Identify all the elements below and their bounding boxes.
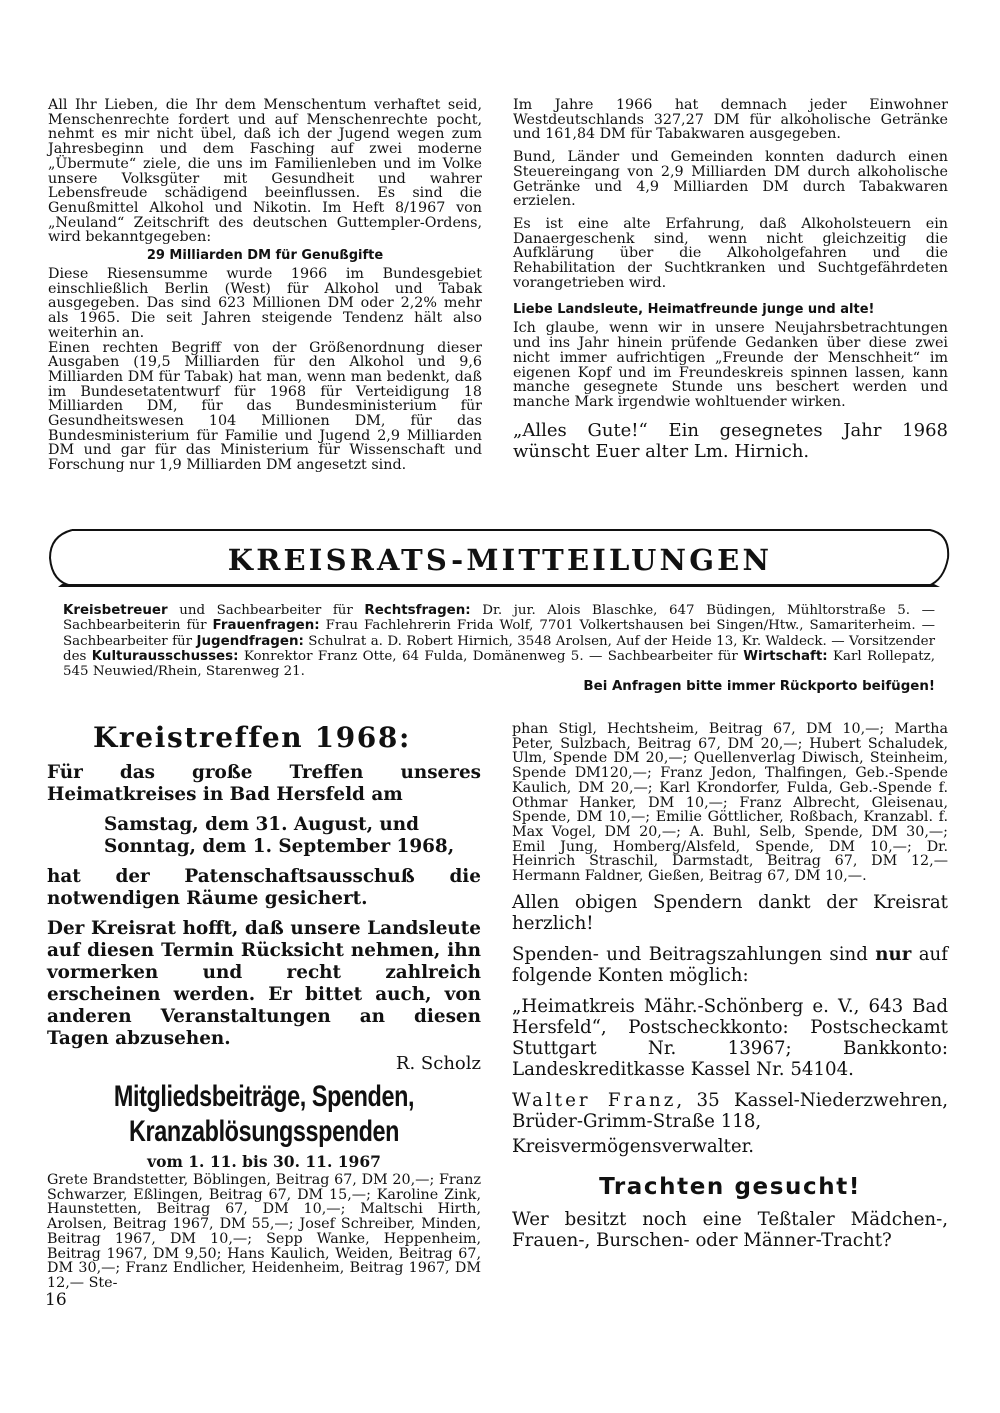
konten-pre: Spenden- und Beitragszahlungen sind: [512, 943, 876, 965]
contacts-t2: Dr. jur. Alois Blaschke, 647 Büdingen, Mühltorstraße 5. — Sachbearbeiterin für: [63, 603, 935, 634]
paragraph-steuereingang: Bund, Länder und Gemeinden konnten dadurch einen Steuereingang von 2,9 Milliarden DM durch alkoholische Getränke und 4,9 Milliarden DM durch Tabakwaren erzielen.: [513, 149, 948, 210]
walter-address: , 35 Kassel-Niederzwehren, Brüder-Grimm-Straße 118,: [512, 1089, 948, 1132]
greeting: „Alles Gute!“ Ein gesegnetes Jahr 1968 wünscht Euer alter Lm. Hirnich.: [513, 419, 948, 462]
bottom-right-column: [512, 722, 948, 1251]
label-kreisbetreuer: Kreisbetreuer: [63, 603, 168, 618]
label-wirtschaft: Wirtschaft:: [743, 648, 828, 664]
label-kulturausschuss: Kulturausschusses:: [91, 648, 239, 664]
article-continuation: [513, 98, 948, 462]
page-number: 16: [45, 1290, 67, 1310]
date-line-1: Samstag, dem 31. August, und: [104, 814, 420, 835]
paragraph-einwohner: Im Jahre 1966 hat demnach jeder Einwohner Westdeutschlands 327,27 DM für alkoholische Getränke und 161,84 DM für Tabakwaren ausgegeben.: [513, 97, 948, 143]
bottom-left-column: [47, 722, 481, 1291]
kreistreffen-heading: Kreistreffen 1968:: [93, 721, 411, 754]
beitraege-period: vom 1. 11. bis 30. 11. 1967: [147, 1152, 381, 1171]
date-line-2: Sonntag, dem 1. September 1968,: [104, 836, 455, 857]
article-genussgifte: [48, 98, 482, 473]
contacts-t5: Konrektor Franz Otte, 64 Fulda, Domänenweg 5. — Sachbearbeiter für: [238, 648, 744, 664]
beitraege-heading-line2: Kranzablösungsspenden: [128, 1115, 400, 1148]
contacts-block: [63, 603, 935, 695]
signature-scholz: R. Scholz: [395, 1053, 481, 1074]
kreistreffen-appeal: Der Kreisrat hofft, daß unsere Landsleute auf diesen Termin Rücksicht nehmen, ihn vormerken und recht zahlreich erscheinen werden. Er bittet auch, von anderen Veranstaltungen an diesen Tagen abzusehen.: [47, 918, 481, 1049]
trachten-text: Wer besitzt noch eine Teßtaler Mädchen-, Frauen-, Burschen- oder Männer-Tracht?: [512, 1208, 948, 1251]
walter-franz-address: [512, 1090, 948, 1132]
paragraph-riesensumme: Diese Riesensumme wurde 1966 im Bundesgebiet einschließlich Berlin (West) für Alkohol und Tabak ausgegeben. Das sind 623 Millionen DM oder 2,2% mehr als 1965. Die seit Jahren steigende Tendenz hält also weiterhin an.: [48, 266, 482, 341]
label-rechtsfragen: Rechtsfragen:: [364, 603, 471, 618]
konten-intro: [512, 944, 948, 986]
contacts-t3: Frau Fachlehrerin Frida Wolf, 7701 Volkertshausen bei Singen/Htw., Samariterheim. — Sachbearbeiter für: [63, 618, 935, 649]
contacts-t1: und Sachbearbeiter für: [167, 603, 365, 618]
subheading-genussgifte: 29 Milliarden DM für Genußgifte: [146, 248, 384, 264]
label-jugendfragen: Jugendfragen:: [196, 633, 304, 649]
walter-name: Walter Franz: [512, 1089, 677, 1111]
paragraph-groessenordnung: Einen rechten Begriff von der Größenordnung dieser Ausgaben (19,5 Milliarden für den Alkohol und 9,6 Milliarden DM für Tabak) hat man, wenn man bedenkt, daß im Bundesetatentwurf für 1968 für Verteidigung 18 Milliarden DM, für das Bundesministerium für Gesundheitswesen 104 Millionen DM, für das Bundesministerium für Familie und Jugend 2,9 Milliarden DM und gar für das Ministerium für Wissenschaft und Forschung nur 1,9 Milliarden DM angesetzt sind.: [48, 339, 482, 474]
donor-list-left: Grete Brandstetter, Böblingen, Beitrag 67, DM 20,—; Franz Schwarzer, Eßlingen, Beitrag 67, DM 15,—; Karoline Zink, Haunstetten, Beitrag 67, DM 10,—; Maltschi Hirth, Arolsen, Beitrag 1967, DM 55,—; Josef Schreiber, Minden, Beitrag 1967, DM 10,—; Sepp Wanke, Heppenheim, Beitrag 1967, DM 9,50; Hans Kaulich, Weiden, Beitrag 67, DM 30,—; Franz Endlicher, Heidenheim, Beitrag 1967, DM 12,— Ste-: [47, 1172, 481, 1291]
trachten-heading: Trachten gesucht!: [599, 1173, 861, 1200]
kreistreffen-intro: Für das große Treffen unseres Heimatkreises in Bad Hersfeld am: [47, 762, 481, 805]
konten-nur: nur: [875, 943, 912, 965]
beitraege-heading-line1: Mitgliedsbeiträge, Spenden,: [113, 1080, 415, 1113]
donor-list-right: phan Stigl, Hechtsheim, Beitrag 67, DM 10,—; Martha Peter, Sulzbach, Beitrag 67, DM 20,—; Hubert Schaludek, Ulm, Spende DM 20,—; Quellenverlag Diwisch, Steinheim, Spende DM120,—; Franz Jedon, Thalfingen, Geb.-Spende Kaulich, DM 20,—; Karl Krondorfer, Fulda, Geb.-Spende f. Othmar Hanker, DM 10,—; Franz Albrecht, Gleisenau, Spende, DM 10,—; Emilie Göttlicher, Roßbach, Kranzabl. f. Max Vogel, DM 20,—; A. Buhl, Selb, Spende, DM 30,—; Emil Jung, Homberg/Alsfeld, Spende, DM 10,—; Dr. Heinrich Straschil, Darmstadt, Beitrag 67, DM 12,— Hermann Faldner, Gießen, Beitrag 67, DM 10,—.: [512, 721, 948, 885]
paragraph-neujahr: Ich glaube, wenn wir in unsere Neujahrsbetrachtungen und ins Jahr hinein prüfende Gedanken über diese zwei nicht immer aufrichtigen „Freunde der Menschheit“ im eigenen Kopf und im Freundeskreis spinnen lassen, kann manche gesegnete Stunde uns beschert werden und manche Mark irgendwie wohltuender wirken.: [513, 320, 948, 410]
walter-role: Kreisvermögensverwalter.: [512, 1135, 755, 1157]
intro-paragraph: All Ihr Lieben, die Ihr dem Menschentum verhaftet seid, Menschenrechte fordert und auf Menschenrechte pocht, nehmt es mir nicht übel, daß ich der Jugend wegen zum Jahresbeginn und dem Fasching auf zwei moderne „Übermute“ ziele, die uns im Familienleben und im Volke unsere Volksgüter mit Gesundheit und wahrer Lebensfreude schädigend beeinflussen. Es sind die Genußmittel Alkohol und Nikotin. Im Heft 8/1967 von „Neuland“ Zeitschrift des deutschen Guttempler-Ordens, wird bekanntgegeben:: [48, 97, 482, 246]
kreistreffen-raeume: hat der Patenschaftsausschuß die notwendigen Räume gesichert.: [47, 866, 481, 909]
banner-title: KREISRATS-MITTEILUNGEN: [227, 543, 773, 577]
contacts-t4: Schulrat a. D. Robert Hirnich, 3548 Arolsen, Auf der Heide 13, Kr. Waldeck. — Vorsitzender des: [63, 633, 935, 664]
paragraph-danaergeschenk: Es ist eine alte Erfahrung, daß Alkoholsteuern ein Danaergeschenk sind, wenn nicht gleichzeitig die Aufklärung über die Alkoholgefahren und die Rehabilitation der Suchtkranken und Suchtgefährdeten vorangetrieben wird.: [513, 215, 948, 291]
konten-post: auf folgende Konten möglich:: [512, 943, 948, 986]
thanks-text: Allen obigen Spendern dankt der Kreisrat herzlich!: [512, 891, 948, 934]
contacts-t6: Karl Rollepatz, 545 Neuwied/Rhein, Starenweg 21.: [63, 648, 935, 680]
label-frauenfragen: Frauenfragen:: [212, 618, 320, 634]
subheading-landsleute: Liebe Landsleute, Heimatfreunde junge und alte!: [513, 302, 875, 318]
contacts-text: [63, 603, 935, 679]
account-details: „Heimatkreis Mähr.-Schönberg e. V., 643 Bad Hersfeld“, Postscheckkonto: Postscheckamt Stuttgart Nr. 13967; Bankkonto: Landeskreditkasse Kassel Nr. 54104.: [512, 995, 948, 1080]
banner-underline: [58, 584, 940, 587]
rueckporto-note: Bei Anfragen bitte immer Rückporto beifügen!: [583, 679, 935, 695]
